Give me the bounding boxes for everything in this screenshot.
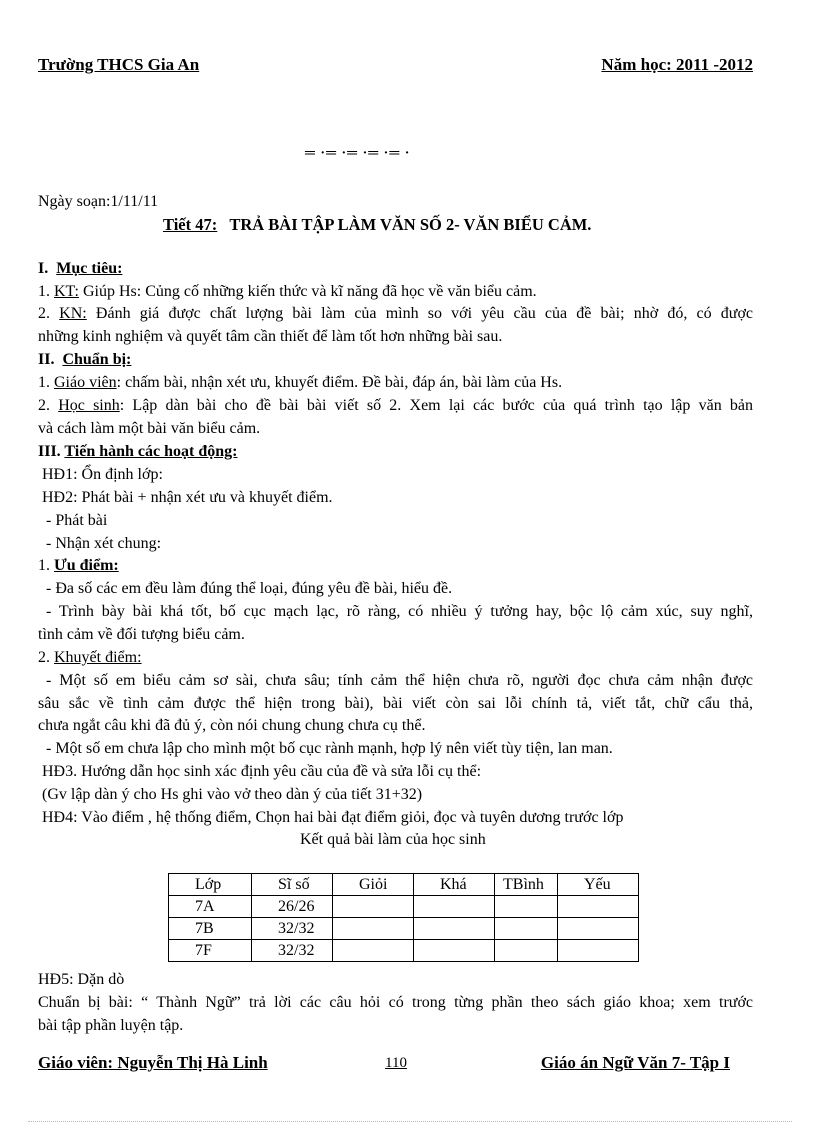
hd1: HĐ1: Ổn định lớp: xyxy=(42,466,163,483)
khuyet-diem-1-cont: sâu sắc về tình cảm được thể hiện trong bài), bài viết còn sai lỗi chính tả, viết tắt, chữ cẩu thả, xyxy=(38,695,753,712)
table-header-cell: Khá xyxy=(414,874,495,896)
table-cell xyxy=(414,918,495,940)
khuyet-diem-2: - Một số em chưa lập cho mình một bố cục rành mạnh, hợp lý nên viết tùy tiện, lan man. xyxy=(46,740,613,757)
table-row xyxy=(169,896,639,918)
table-cell: 7A xyxy=(169,896,252,918)
section-heading: II. Chuẩn bị: xyxy=(38,351,132,368)
table-cell xyxy=(558,940,639,962)
uu-diem-heading: 1. Ưu điểm: xyxy=(38,557,119,574)
lesson-number: Tiết 47: xyxy=(163,215,218,234)
table-cell xyxy=(558,918,639,940)
table-cell: 32/32 xyxy=(252,918,333,940)
table-cell xyxy=(333,896,414,918)
khuyet-diem-heading: 2. Khuyết điểm: xyxy=(38,649,142,666)
date-line: Ngày soạn:1/11/11 xyxy=(38,193,159,210)
uu-diem-2: - Trình bày bài khá tốt, bố cục mạch lạc, rõ ràng, có nhiều ý tưởng hay, bộc lộ cảm xúc, suy nghĩ, xyxy=(46,603,753,620)
homework-1: Chuẩn bị bài: “ Thành Ngữ” trả lời các câu hỏi có trong từng phần theo sách giáo khoa; xem trước xyxy=(38,994,753,1011)
hd5: HĐ5: Dặn dò xyxy=(38,971,125,988)
table-row xyxy=(169,918,639,940)
kt-line: 1. KT: Giúp Hs: Củng cố những kiến thức và kĩ năng đã học về văn biểu cảm. xyxy=(38,283,537,300)
hd4: HĐ4: Vào điểm , hệ thống điểm, Chọn hai bài đạt điểm giỏi, đọc và tuyên dương trước lớp xyxy=(42,809,624,826)
teacher-prep: 1. Giáo viên: chấm bài, nhận xét ưu, khuyết điểm. Đề bài, đáp án, bài làm của Hs. xyxy=(38,374,563,391)
lesson-title-text: TRẢ BÀI TẬP LÀM VĂN SỐ 2- VĂN BIỂU CẢM. xyxy=(229,215,592,234)
hd2: HĐ2: Phát bài + nhận xét ưu và khuyết điểm. xyxy=(42,489,333,506)
page-bottom-border xyxy=(28,1121,792,1122)
lesson-title xyxy=(163,215,591,235)
page-number: 110 xyxy=(385,1055,407,1071)
homework-2: bài tập phần luyện tập. xyxy=(38,1017,184,1034)
table-title: Kết quả bài làm của học sinh xyxy=(300,831,486,848)
table-cell xyxy=(414,896,495,918)
table-cell: 26/26 xyxy=(252,896,333,918)
school-name: Trường THCS Gia An xyxy=(38,55,200,74)
kn-line: 2. KN: Đánh giá được chất lượng bài làm của mình so với yêu cầu của đề bài; nhờ đó, có được xyxy=(38,305,753,322)
student-prep: 2. Học sinh: Lập dàn bài cho đề bài bài viết số 2. Xem lại các bước của quá trình tạo lập văn bản xyxy=(38,397,754,414)
table-cell xyxy=(558,896,639,918)
table-cell xyxy=(333,940,414,962)
footer-book: Giáo án Ngữ Văn 7- Tập I xyxy=(540,1053,730,1072)
table-cell: 7B xyxy=(169,918,252,940)
table-header-cell: TBình xyxy=(495,874,558,896)
table-cell xyxy=(495,940,558,962)
table-header-cell: Sĩ số xyxy=(252,874,333,896)
phat-bai: - Phát bài xyxy=(46,512,108,529)
section-heading: I. Mục tiêu: xyxy=(38,260,123,277)
khuyet-diem-1: - Một số em biểu cảm sơ sài, chưa sâu; tính cảm thể hiện chưa rõ, người đọc chưa cảm nhận được xyxy=(46,672,753,689)
table-header-cell: Giỏi xyxy=(333,874,414,896)
section-heading: III. Tiến hành các hoạt động: xyxy=(38,443,238,460)
kn-line-cont: những kinh nghiệm và quyết tâm cần thiết để làm tốt hơn những bài sau. xyxy=(38,328,503,345)
nhan-xet: - Nhận xét chung: xyxy=(46,535,162,552)
results-table xyxy=(168,873,639,962)
table-cell xyxy=(495,896,558,918)
table-row xyxy=(169,940,639,962)
decorative-separator: ═ ·═ ·═ ·═ ·═ · xyxy=(305,146,411,161)
uu-diem-1: - Đa số các em đều làm đúng thể loại, đúng yêu đề bài, hiểu đề. xyxy=(46,580,453,597)
table-cell: 32/32 xyxy=(252,940,333,962)
table-cell: 7F xyxy=(169,940,252,962)
hd3: HĐ3. Hướng dẫn học sinh xác định yêu cầu của đề và sửa lỗi cụ thể: xyxy=(42,763,482,780)
table-cell xyxy=(414,940,495,962)
table-header-row xyxy=(169,874,639,896)
table-cell xyxy=(333,918,414,940)
student-prep-cont: và cách làm một bài văn biểu cảm. xyxy=(38,420,261,437)
gv-note: (Gv lập dàn ý cho Hs ghi vào vở theo dàn ý của tiết 31+32) xyxy=(42,786,423,803)
footer-teacher: Giáo viên: Nguyễn Thị Hà Linh xyxy=(38,1053,268,1072)
uu-diem-2-cont: tình cảm về đối tượng biểu cảm. xyxy=(38,626,245,643)
table-cell xyxy=(495,918,558,940)
table-header-cell: Lớp xyxy=(169,874,252,896)
khuyet-diem-1-end: chưa ngắt câu khi đã đủ ý, còn nói chung chung chưa cụ thể. xyxy=(38,717,426,734)
table-header-cell: Yếu xyxy=(558,874,639,896)
school-year: Năm học: 2011 -2012 xyxy=(601,55,753,74)
